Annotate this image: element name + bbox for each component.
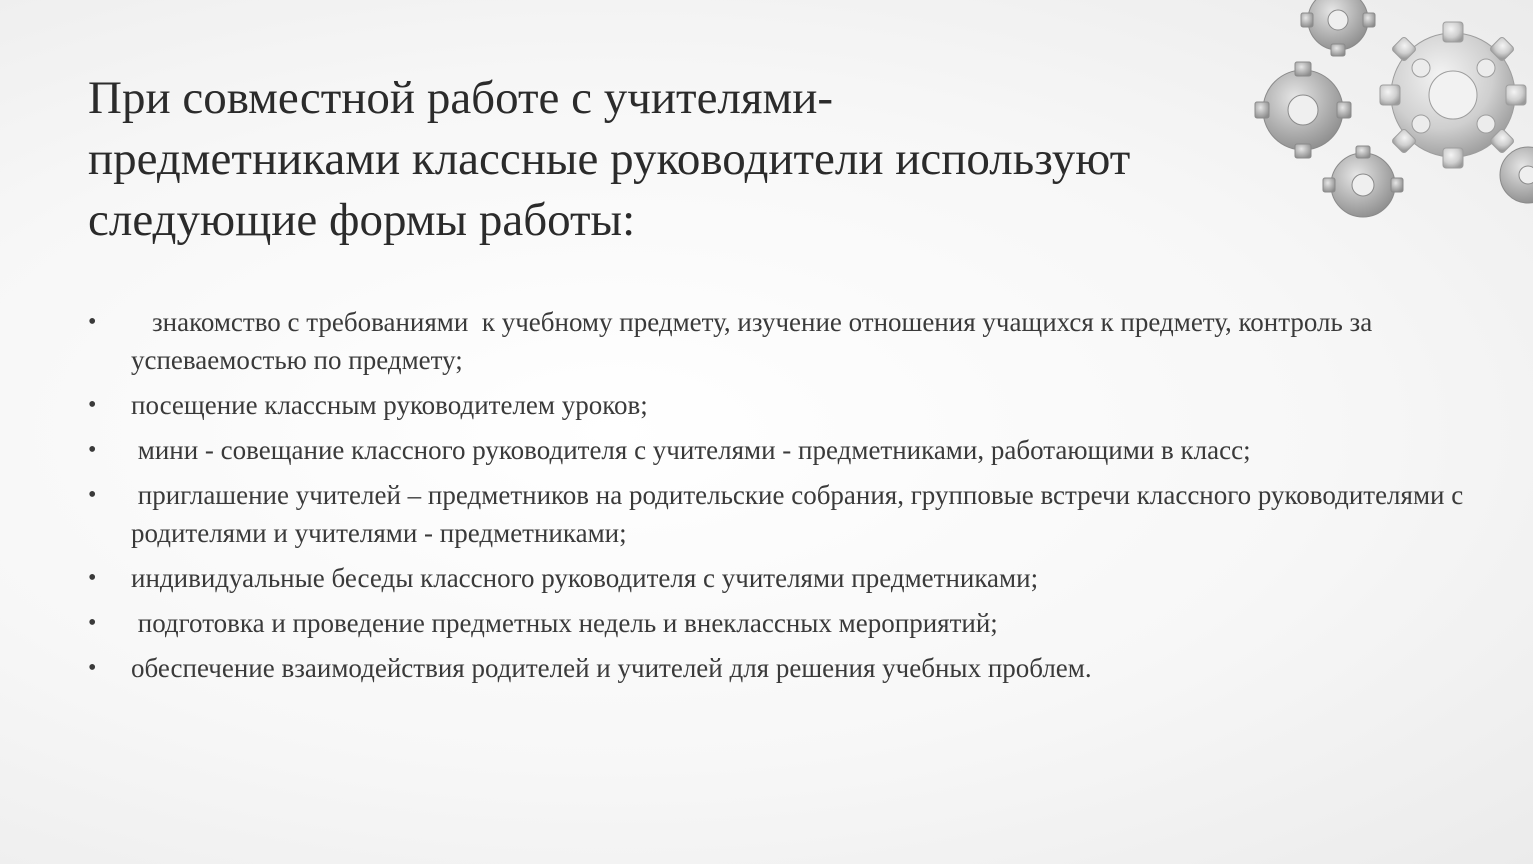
list-item xyxy=(88,431,1468,469)
bullet-text: индивидуальные беседы классного руководителя с учителями предметниками; xyxy=(131,563,1039,593)
list-item xyxy=(88,649,1468,687)
bullet-icon: • xyxy=(88,309,97,335)
bullet-text: подготовка и проведение предметных недель и внеклассных мероприятий; xyxy=(131,608,998,638)
gear-large xyxy=(1380,22,1526,168)
bullet-icon: • xyxy=(88,610,97,636)
slide-title: При совместной работе с учителями- предметниками классные руководители используют следующие формы работы: xyxy=(88,72,1131,246)
bullet-icon: • xyxy=(88,392,97,418)
gears-icon xyxy=(1243,0,1533,222)
list-item xyxy=(88,303,1468,379)
bullet-icon: • xyxy=(88,655,97,681)
gear-top xyxy=(1301,0,1375,56)
bullet-text: приглашение учителей – предметников на родительские собрания, групповые встречи классного руководителями с родителями и учителями - предметниками; xyxy=(131,480,1470,548)
gear-small-left xyxy=(1255,62,1351,158)
gear-bottom xyxy=(1323,146,1403,217)
bullet-text: обеспечение взаимодействия родителей и учителей для решения учебных проблем. xyxy=(131,653,1092,683)
gear-right-edge xyxy=(1500,147,1533,203)
list-item xyxy=(88,476,1468,552)
list-item xyxy=(88,559,1468,597)
bullet-icon: • xyxy=(88,565,97,591)
bullet-text: мини - совещание классного руководителя с учителями - предметниками, работающими в класс; xyxy=(131,435,1251,465)
bullet-icon: • xyxy=(88,482,97,508)
bullet-icon: • xyxy=(88,437,97,463)
list-item xyxy=(88,604,1468,642)
bullet-list xyxy=(88,303,1468,694)
bullet-text: знакомство с требованиями к учебному предмету, изучение отношения учащихся к предмету, контроль за успеваемостью по предмету; xyxy=(131,307,1365,375)
bullet-text: посещение классным руководителем уроков; xyxy=(131,390,648,420)
list-item xyxy=(88,386,1468,424)
